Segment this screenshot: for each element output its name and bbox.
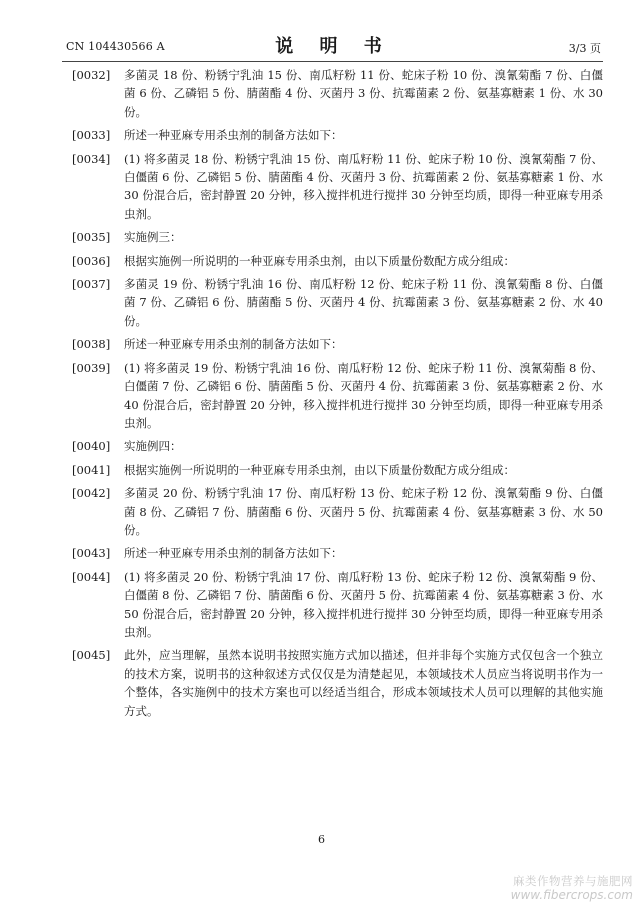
page-indicator: 3/3 页 — [568, 42, 601, 55]
paragraph-number: [0036] — [72, 253, 111, 268]
paragraph — [72, 437, 603, 455]
paragraph — [72, 359, 603, 433]
paragraph-text: 所述一种亚麻专用杀虫剂的制备方法如下： — [124, 546, 343, 561]
paragraph-number: [0045] — [72, 648, 111, 663]
paragraph-text: 根据实施例一所说明的一种亚麻专用杀虫剂，由以下质量份数配方成分组成： — [124, 253, 515, 268]
paragraph-text: 所述一种亚麻专用杀虫剂的制备方法如下： — [124, 128, 343, 143]
paragraph — [72, 646, 603, 720]
watermark — [511, 874, 633, 902]
paragraph-number: [0041] — [72, 462, 111, 477]
paragraph — [72, 150, 603, 224]
paragraph — [72, 484, 603, 539]
paragraph-text: (1) 将多菌灵 19 份、粉锈宁乳油 16 份、南瓜籽粉 12 份、蛇床子粉 11 份、溴氰菊酯 8 份、白僵菌 7 份、乙磷铝 6 份、腈菌酯 5 份、灭菌丹 4 份、抗霉菌素 3 份、氨基寡糖素 2 份、水 40 份混合后，密封静置 20 分钟，移入搅拌机进行搅拌 30 分钟至均质，即得一种亚麻专用杀虫剂。 — [124, 360, 603, 430]
paragraph-number: [0044] — [72, 569, 111, 584]
paragraph-number: [0042] — [72, 486, 111, 501]
paragraph — [72, 252, 603, 270]
paragraph-text: (1) 将多菌灵 20 份、粉锈宁乳油 17 份、南瓜籽粉 13 份、蛇床子粉 12 份、溴氰菊酯 9 份、白僵菌 8 份、乙磷铝 7 份、腈菌酯 6 份、灭菌丹 5 份、抗霉菌素 4 份、氨基寡糖素 3 份、水 50 份混合后，密封静置 20 分钟，移入搅拌机进行搅拌 30 分钟至均质，即得一种亚麻专用杀虫剂。 — [124, 569, 603, 639]
publication-number: CN 104430566 A — [66, 40, 165, 53]
paragraph-text: (1) 将多菌灵 18 份、粉锈宁乳油 15 份、南瓜籽粉 11 份、蛇床子粉 10 份、溴氰菊酯 7 份、白僵菌 6 份、乙磷铝 5 份、腈菌酯 4 份、灭菌丹 3 份、抗霉菌素 2 份、氨基寡糖素 1 份、水 30 份混合后，密封静置 20 分钟，移入搅拌机进行搅拌 30 分钟至均质，即得一种亚麻专用杀虫剂。 — [124, 151, 603, 221]
header-divider — [62, 61, 603, 62]
paragraph — [72, 544, 603, 562]
paragraph-number: [0032] — [72, 68, 111, 82]
paragraph — [72, 126, 603, 144]
paragraph-number: [0037] — [72, 277, 111, 292]
paragraph-number: [0038] — [72, 337, 111, 352]
paragraph-text: 多菌灵 18 份、粉锈宁乳油 15 份、南瓜籽粉 11 份、蛇床子粉 10 份、溴氰菊酯 7 份、白僵菌 6 份、乙磷铝 5 份、腈菌酯 4 份、灭菌丹 3 份、抗霉菌素 2 份、氨基寡糖素 1 份、水 30 份。 — [124, 68, 603, 119]
paragraph-text: 根据实施例一所说明的一种亚麻专用杀虫剂，由以下质量份数配方成分组成： — [124, 462, 515, 477]
paragraph — [72, 335, 603, 353]
page-number: 6 — [318, 833, 325, 846]
watermark-url: www.fibercrops.com — [510, 888, 633, 902]
paragraph-text: 所述一种亚麻专用杀虫剂的制备方法如下： — [124, 337, 343, 352]
paragraph-number: [0039] — [72, 360, 111, 375]
paragraph-text: 多菌灵 20 份、粉锈宁乳油 17 份、南瓜籽粉 13 份、蛇床子粉 12 份、溴氰菊酯 9 份、白僵菌 8 份、乙磷铝 7 份、腈菌酯 6 份、灭菌丹 5 份、抗霉菌素 4 份、氨基寡糖素 3 份、水 50 份。 — [124, 486, 603, 537]
paragraph — [72, 568, 603, 642]
paragraph — [72, 66, 603, 121]
page-header — [66, 30, 601, 58]
paragraph-number: [0043] — [72, 546, 111, 561]
paragraph-number: [0034] — [72, 151, 111, 166]
paragraph — [72, 228, 603, 246]
paragraph-number: [0035] — [72, 230, 111, 245]
watermark-site-name: 麻类作物营养与施肥网 — [513, 874, 633, 888]
paragraph-text: 此外，应当理解，虽然本说明书按照实施方式加以描述，但并非每个实施方式仅包含一个独立的技术方案，说明书的这种叙述方式仅仅是为清楚起见，本领域技术人员应当将说明书作为一个整体，各实施例中的技术方案也可以经适当组合，形成本领域技术人员可以理解的其他实施方式。 — [124, 648, 603, 718]
document-title: 说 明 书 — [275, 36, 392, 57]
paragraph-text: 多菌灵 19 份、粉锈宁乳油 16 份、南瓜籽粉 12 份、蛇床子粉 11 份、溴氰菊酯 8 份、白僵菌 7 份、乙磷铝 6 份、腈菌酯 5 份、灭菌丹 4 份、抗霉菌素 3 份、氨基寡糖素 2 份、水 40 份。 — [124, 277, 603, 328]
description-body — [72, 66, 603, 720]
paragraph-number: [0033] — [72, 128, 111, 143]
paragraph-number: [0040] — [72, 439, 111, 454]
paragraph — [72, 461, 603, 479]
paragraph-text: 实施例三： — [124, 230, 182, 245]
paragraph-text: 实施例四： — [124, 439, 182, 454]
paragraph — [72, 275, 603, 330]
